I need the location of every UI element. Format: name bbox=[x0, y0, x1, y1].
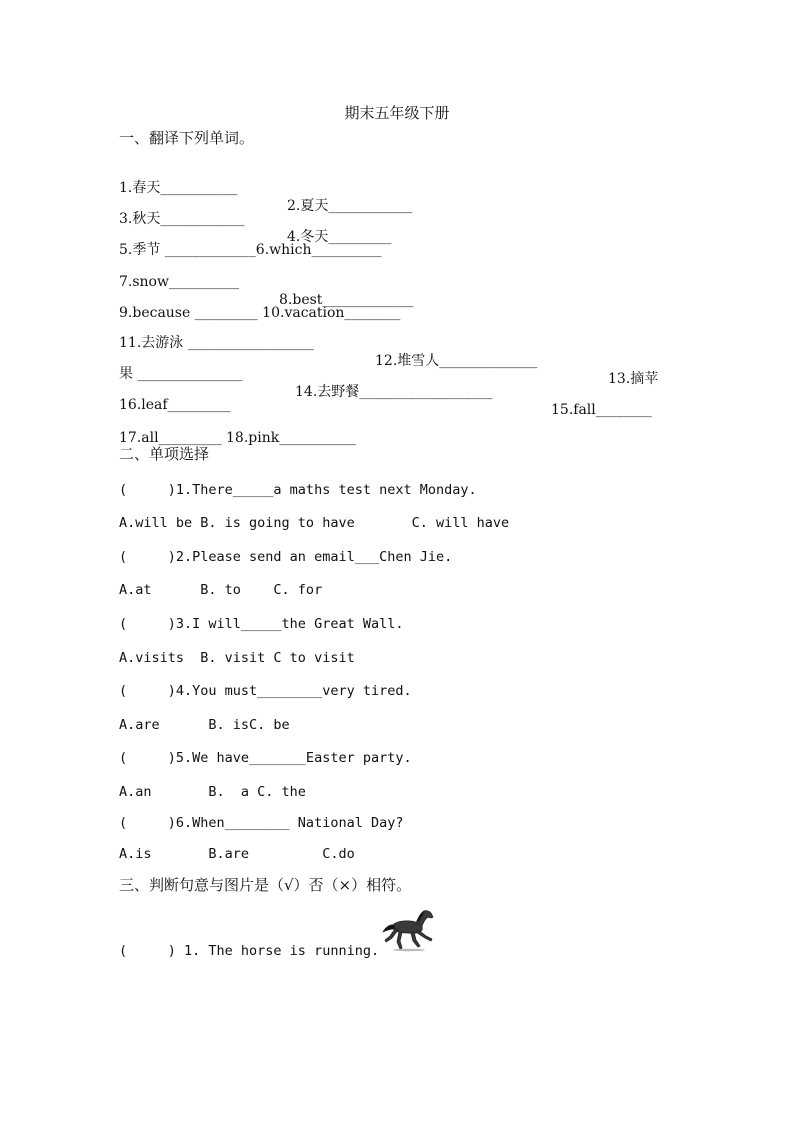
question-options: A.will be B. is going to have C. will have bbox=[119, 515, 510, 531]
vocab-item: 14.去野餐___________________ bbox=[295, 384, 493, 400]
vocab-item: 17.all_________ 18.pink___________ bbox=[119, 430, 357, 446]
vocab-item: 8.best_____________ bbox=[279, 292, 414, 308]
question-options: A.are B. isC. be bbox=[119, 717, 290, 733]
question-text: ( )4.You must________very tired. bbox=[119, 683, 412, 699]
question-text: ( )1.There_____a maths test next Monday. bbox=[119, 482, 477, 498]
question-options: A.at B. to C. for bbox=[119, 582, 323, 598]
vocab-item: 9.because _________ 10.vacation________ bbox=[119, 305, 401, 321]
judge-item: ( ) 1. The horse is running. bbox=[119, 943, 380, 959]
vocab-item: 1.春天___________ bbox=[119, 180, 238, 196]
vocab-item: 2.夏天____________ bbox=[287, 198, 413, 214]
page-title: 期末五年级下册 bbox=[344, 104, 450, 122]
question-text: ( )3.I will_____the Great Wall. bbox=[119, 616, 404, 632]
question-text: ( )5.We have_______Easter party. bbox=[119, 750, 412, 766]
running-horse-icon bbox=[380, 906, 438, 952]
vocab-item: 16.leaf_________ bbox=[119, 397, 231, 413]
vocab-item: 4.冬天_________ bbox=[287, 229, 392, 245]
vocab-row bbox=[119, 411, 357, 447]
section1-heading: 一、翻译下列单词。 bbox=[119, 129, 255, 147]
question-text: ( )6.When________ National Day? bbox=[119, 815, 404, 831]
vocab-item: 3.秋天____________ bbox=[119, 211, 245, 227]
section2-heading: 二、单项选择 bbox=[119, 445, 210, 463]
vocab-item: 7.snow__________ bbox=[119, 274, 239, 290]
question-options: A.is B.are C.do bbox=[119, 846, 355, 862]
question-options: A.an B. a C. the bbox=[119, 784, 306, 800]
vocab-item: 5.季节 _____________6.which__________ bbox=[119, 242, 382, 258]
vocab-item: 15.fall________ bbox=[551, 402, 652, 418]
question-text: ( )2.Please send an email___Chen Jie. bbox=[119, 549, 453, 565]
vocab-item: 13.摘苹 bbox=[608, 371, 659, 387]
vocab-item: 果 _______________ bbox=[119, 366, 243, 382]
question-options: A.visits B. visit C to visit bbox=[119, 650, 355, 666]
vocab-row bbox=[119, 378, 231, 414]
section3-heading: 三、判断句意与图片是（√）否（×）相符。 bbox=[119, 876, 412, 894]
vocab-item: 11.去游泳 __________________ bbox=[119, 335, 314, 351]
vocab-item: 12.堆雪人______________ bbox=[375, 353, 538, 369]
